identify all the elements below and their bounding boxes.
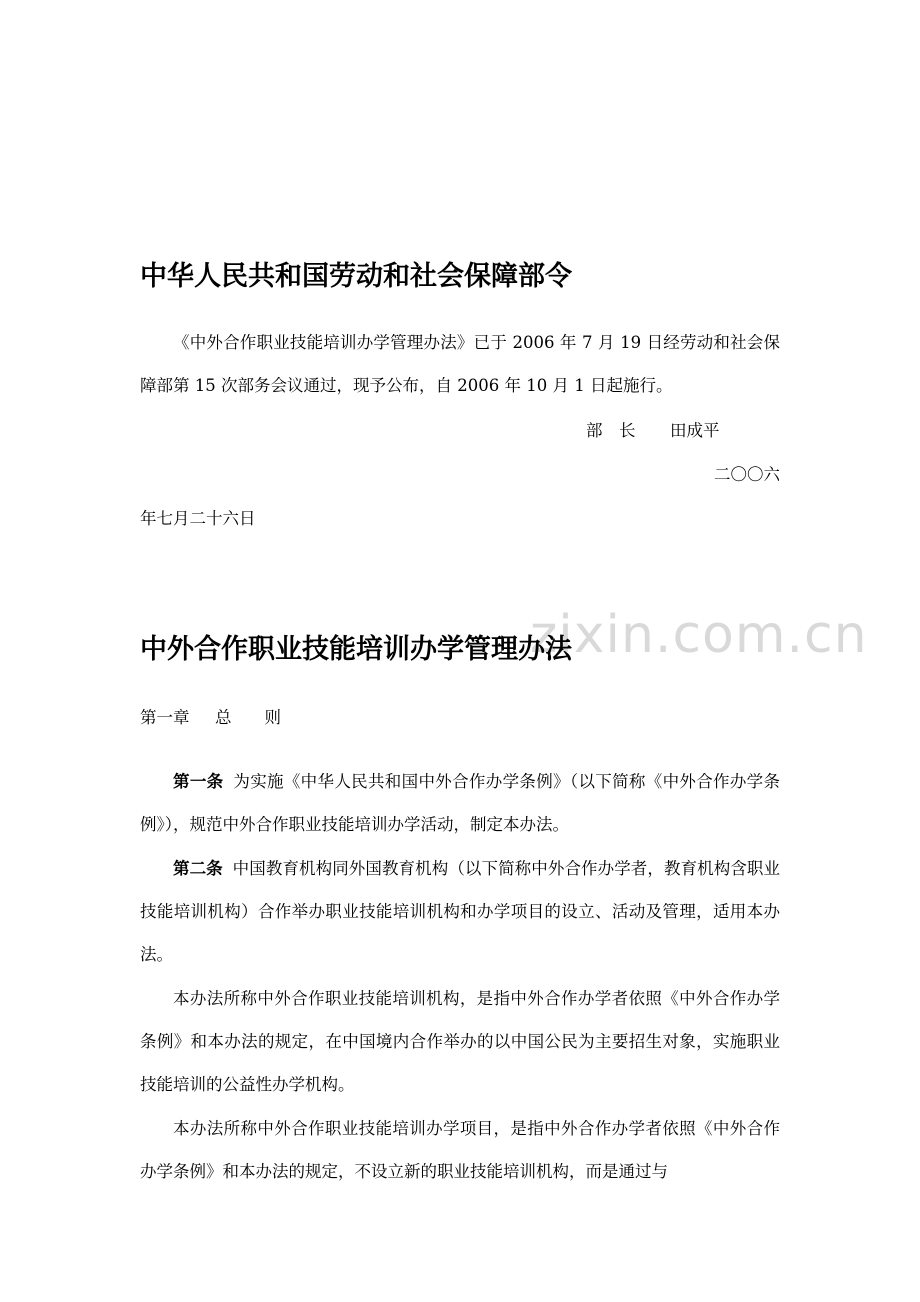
watermark: zixin.com.cn <box>530 605 868 665</box>
article-text: 为实施《中华人民共和国中外合作办学条例》（以下简称《中外合作办学条例》），规范中外合作职业技能培训办学活动，制定本办法。 <box>140 772 781 834</box>
chapter-number: 第一章 <box>140 708 190 727</box>
minister-title: 部 长 <box>586 421 636 440</box>
measures-title: 中外合作职业技能培训办学管理办法 <box>140 634 572 665</box>
article-1 <box>140 760 780 846</box>
minister-name: 田成平 <box>670 421 720 440</box>
paragraph-training-project: 本办法所称中外合作职业技能培训办学项目，是指中外合作办学者依照《中外合作办学条例》和本办法的规定，不设立新的职业技能培训机构，而是通过与 <box>140 1119 780 1181</box>
decree-body: 《中外合作职业技能培训办学管理办法》已于 2006 年 7 月 19 日经劳动和社会保障部第 15 次部务会议通过，现予公布，自 2006 年 10 月 1 日起施行。 <box>140 333 780 395</box>
article-number: 第二条 <box>173 859 223 878</box>
chapter-name: 总 则 <box>215 708 281 727</box>
decree-title: 中华人民共和国劳动和社会保障部令 <box>140 261 572 292</box>
decree-date-day: 年七月二十六日 <box>140 509 256 528</box>
paragraph-training-institution: 本办法所称中外合作职业技能培训机构，是指中外合作办学者依照《中外合作办学条例》和本办法的规定，在中国境内合作举办的以中国公民为主要招生对象，实施职业技能培训的公益性办学机构。 <box>140 989 780 1094</box>
document-page <box>140 0 780 1302</box>
article-text: 中国教育机构同外国教育机构（以下简称中外合作办学者，教育机构含职业技能培训机构）合作举办职业技能培训机构和办学项目的设立、活动及管理，适用本办法。 <box>140 859 781 964</box>
article-number: 第一条 <box>173 772 224 791</box>
article-2 <box>140 847 780 976</box>
decree-date-year: 二〇〇六 <box>714 465 780 484</box>
